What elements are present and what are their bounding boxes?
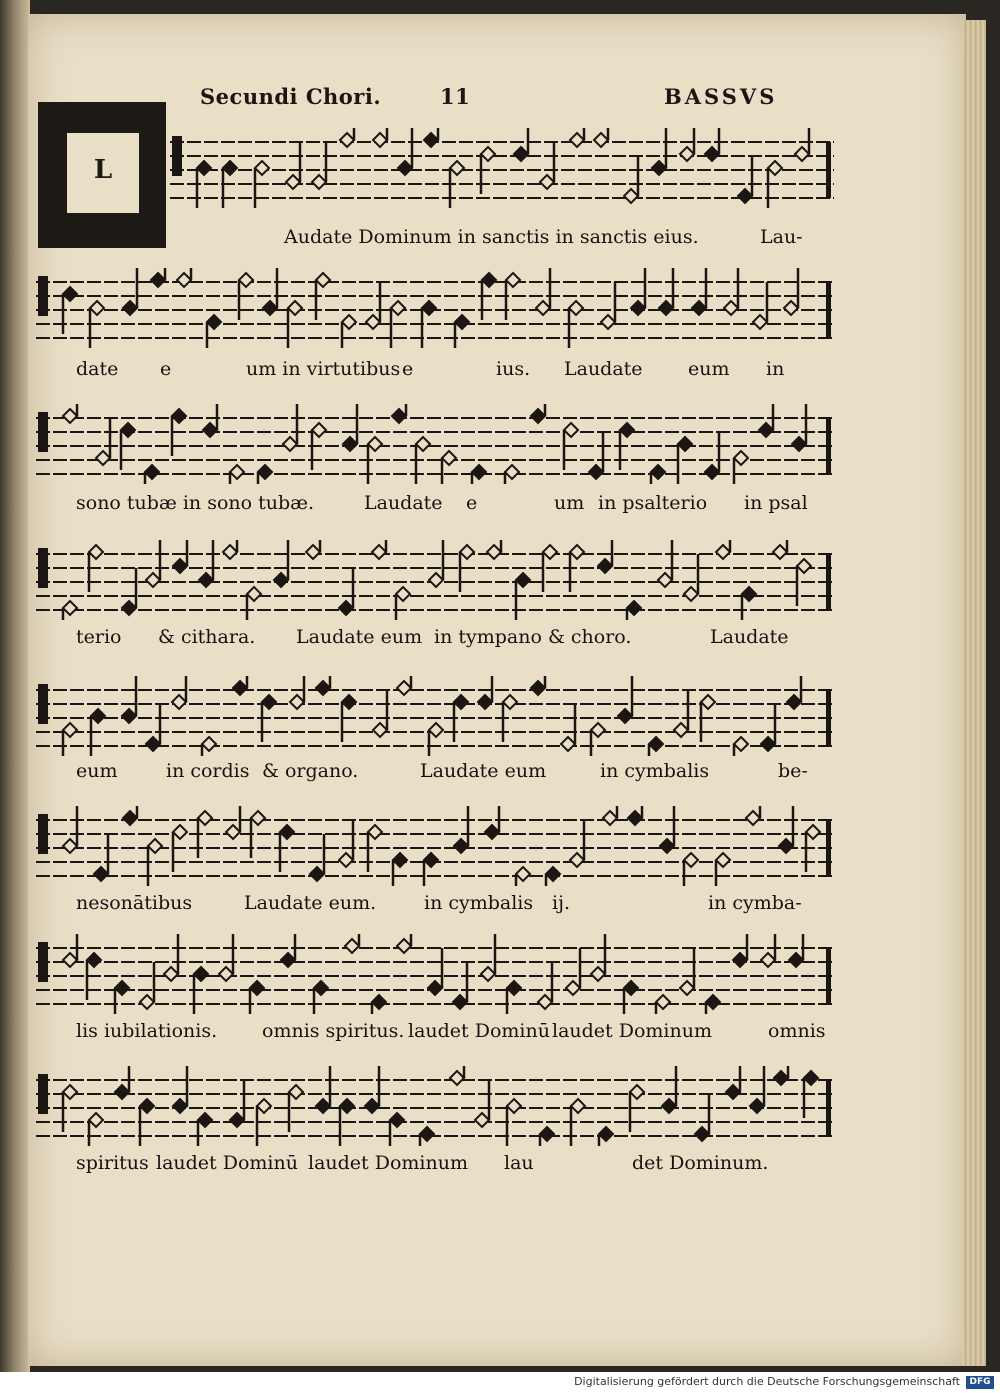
lyric-text: um: [554, 492, 585, 514]
note-glyph: [247, 587, 261, 620]
note-glyph: [306, 540, 320, 559]
part-name: BASSVS: [664, 84, 778, 109]
note-glyph: [453, 962, 467, 1009]
note-glyph: [536, 268, 550, 315]
note-glyph: [705, 128, 719, 161]
clef-mark: [38, 684, 48, 724]
note-glyph: [531, 404, 545, 423]
note-glyph: [392, 404, 406, 423]
note-glyph: [345, 934, 359, 953]
clef-mark: [38, 814, 48, 854]
note-glyph: [63, 934, 77, 967]
note-glyph: [286, 142, 300, 189]
lyric-text: spiritus: [76, 1152, 149, 1174]
note-glyph: [63, 404, 77, 423]
note-glyph: [226, 806, 240, 839]
lyric-text: eum: [76, 760, 118, 782]
note-glyph: [594, 128, 608, 147]
note-glyph: [733, 934, 747, 967]
note-glyph: [540, 1127, 554, 1146]
note-glyph: [651, 465, 665, 484]
note-glyph: [628, 806, 642, 825]
note-glyph: [164, 934, 178, 981]
lyric-text: & organo.: [262, 760, 359, 782]
note-glyph: [310, 834, 324, 881]
custos-mark: [826, 282, 831, 338]
running-head-left: Secundi Chori.: [200, 84, 382, 109]
staff-8: [36, 1066, 834, 1146]
note-glyph: [393, 853, 407, 886]
note-glyph: [373, 128, 387, 147]
note-glyph: [94, 834, 108, 881]
note-glyph: [540, 142, 554, 189]
note-glyph: [734, 451, 748, 484]
custos-mark: [826, 690, 831, 746]
note-glyph: [538, 962, 552, 1009]
note-glyph: [115, 981, 129, 1014]
note-glyph: [753, 282, 767, 329]
note-glyph: [122, 676, 136, 723]
lyric-text: Laudate: [564, 358, 643, 380]
note-glyph: [450, 1066, 464, 1085]
lyric-text: in cymbalis: [600, 760, 710, 782]
note-glyph: [145, 465, 159, 484]
note-glyph: [339, 820, 353, 867]
lyric-text: ius.: [496, 358, 531, 380]
note-glyph: [618, 676, 632, 723]
note-glyph: [603, 806, 617, 825]
note-glyph: [372, 540, 386, 559]
note-glyph: [207, 315, 221, 348]
lyric-text: Laudate eum.: [244, 892, 377, 914]
lyric-text: date: [76, 358, 119, 380]
note-glyph: [734, 737, 748, 756]
note-glyph: [340, 128, 354, 147]
clef-mark: [38, 276, 48, 316]
note-glyph: [792, 404, 806, 451]
note-glyph: [230, 1080, 244, 1127]
note-glyph: [705, 432, 719, 479]
note-glyph: [624, 156, 638, 203]
lyric-text: Laudate: [710, 626, 789, 648]
note-glyph: [429, 540, 443, 587]
note-glyph: [472, 465, 486, 484]
lyric-text: omnis spiritus.: [262, 1020, 405, 1042]
digitization-footer: [0, 1372, 1000, 1393]
custos-mark: [826, 418, 831, 474]
note-glyph: [173, 1066, 187, 1113]
lyric-text: in tympano & choro.: [434, 626, 632, 648]
note-glyph: [223, 540, 237, 559]
note-glyph: [478, 676, 492, 709]
note-glyph: [424, 853, 438, 886]
custos-mark: [826, 1080, 831, 1136]
note-glyph: [372, 995, 386, 1014]
note-glyph: [290, 676, 304, 709]
note-glyph: [115, 1066, 129, 1099]
note-glyph: [429, 723, 443, 756]
note-glyph: [151, 268, 165, 287]
staff-7: [36, 934, 834, 1014]
note-glyph: [660, 806, 674, 853]
lyric-text: in: [766, 358, 785, 380]
note-glyph: [63, 601, 77, 620]
note-glyph: [656, 995, 670, 1014]
note-glyph: [680, 128, 694, 161]
note-glyph: [601, 282, 615, 329]
note-glyph: [283, 404, 297, 451]
note-glyph: [674, 690, 688, 737]
initial-frame: [64, 130, 142, 216]
note-glyph: [424, 128, 438, 147]
note-glyph: [514, 128, 528, 161]
note-glyph: [649, 737, 663, 756]
page-stack-edge: [962, 20, 986, 1366]
note-glyph: [428, 948, 442, 995]
custos-mark: [826, 948, 831, 1004]
note-glyph: [692, 268, 706, 315]
note-glyph: [566, 948, 580, 995]
note-glyph: [662, 1066, 676, 1113]
staff-5: [36, 676, 834, 756]
note-glyph: [546, 867, 560, 886]
note-glyph: [63, 806, 77, 853]
lyric-text: in cordis: [166, 760, 250, 782]
note-glyph: [203, 404, 217, 437]
lyric-text: nesonātibus: [76, 892, 193, 914]
note-glyph: [779, 806, 793, 853]
note-glyph: [789, 934, 803, 967]
staff-3: [36, 404, 834, 484]
note-glyph: [487, 540, 501, 559]
note-glyph: [316, 1066, 330, 1113]
lyric-text: eum: [688, 358, 730, 380]
note-glyph: [140, 962, 154, 1009]
note-glyph: [591, 934, 605, 981]
note-glyph: [397, 676, 411, 695]
lyric-text: laudet Dominum: [308, 1152, 468, 1174]
note-glyph: [787, 676, 801, 709]
note-glyph: [706, 995, 720, 1014]
lyric-text: lau: [504, 1152, 534, 1174]
lyric-text: e: [466, 492, 478, 514]
lyric-text: omnis: [768, 1020, 826, 1042]
note-glyph: [761, 704, 775, 751]
note-glyph: [454, 806, 468, 853]
note-glyph: [507, 981, 521, 1014]
lyric-text: terio: [76, 626, 122, 648]
lyric-text: laudet Dominū: [408, 1020, 550, 1042]
custos-mark: [826, 820, 831, 876]
lyric-text: e: [402, 358, 414, 380]
note-glyph: [627, 601, 641, 620]
note-glyph: [684, 554, 698, 601]
note-glyph: [396, 587, 410, 620]
note-glyph: [724, 268, 738, 315]
note-glyph: [570, 820, 584, 867]
note-glyph: [123, 806, 137, 825]
note-glyph: [390, 1113, 404, 1146]
note-glyph: [680, 948, 694, 995]
note-glyph: [750, 1066, 764, 1113]
note-glyph: [122, 568, 136, 615]
note-glyph: [652, 128, 666, 175]
note-glyph: [89, 1113, 103, 1146]
note-glyph: [481, 934, 495, 981]
lyric-text: um in virtutibus: [246, 358, 401, 380]
custos-mark: [826, 554, 831, 610]
note-glyph: [146, 540, 160, 587]
note-glyph: [485, 806, 499, 839]
note-glyph: [258, 465, 272, 484]
clef-mark: [38, 1074, 48, 1114]
note-glyph: [475, 1080, 489, 1127]
note-glyph: [263, 268, 277, 315]
lyric-text: Laudate eum: [296, 626, 423, 648]
clef-mark: [38, 548, 48, 588]
custos-mark: [826, 142, 831, 198]
decorated-initial: [38, 102, 166, 248]
note-glyph: [659, 268, 673, 315]
note-glyph: [250, 981, 264, 1014]
note-glyph: [312, 142, 326, 189]
note-glyph: [599, 1127, 613, 1146]
note-glyph: [202, 737, 216, 756]
staff-6: [36, 806, 834, 886]
note-glyph: [570, 128, 584, 147]
note-glyph: [695, 1094, 709, 1141]
lyric-text: in psal: [744, 492, 808, 514]
note-glyph: [230, 465, 244, 484]
note-glyph: [624, 981, 638, 1014]
note-glyph: [598, 540, 612, 573]
note-glyph: [516, 867, 530, 886]
lyric-text: laudet Dominū: [156, 1152, 298, 1174]
lyric-text: in cymbalis: [424, 892, 534, 914]
note-glyph: [589, 432, 603, 479]
note-glyph: [365, 1066, 379, 1113]
lyric-text: Audate Dominum in sanctis in sanctis eius.: [284, 226, 699, 248]
staff-2: [36, 268, 834, 348]
note-glyph: [198, 1113, 212, 1146]
note-glyph: [784, 268, 798, 315]
note-glyph: [738, 156, 752, 203]
lyric-text: Laudate: [364, 492, 443, 514]
clef-mark: [38, 942, 48, 982]
note-glyph: [761, 934, 775, 967]
lyric-text: sono tubæ in sono tubæ.: [76, 492, 315, 514]
note-glyph: [373, 690, 387, 737]
lyric-text: be-: [778, 760, 808, 782]
dfg-logo: DFG: [966, 1376, 994, 1389]
lyric-text: laudet Dominum: [552, 1020, 712, 1042]
note-glyph: [398, 128, 412, 175]
page-number: 11: [440, 84, 471, 109]
lyric-text: Laudate eum: [420, 760, 547, 782]
lyric-text: ij.: [552, 892, 571, 914]
note-glyph: [281, 934, 295, 967]
note-glyph: [397, 934, 411, 953]
note-glyph: [420, 1127, 434, 1146]
lyric-text: & cithara.: [158, 626, 256, 648]
note-glyph: [233, 676, 247, 695]
note-glyph: [795, 128, 809, 161]
note-glyph: [759, 404, 773, 437]
note-glyph: [684, 853, 698, 886]
lyric-text: Lau-: [760, 226, 803, 248]
clef-mark: [172, 136, 182, 176]
lyric-text: det Dominum.: [632, 1152, 769, 1174]
note-glyph: [773, 540, 787, 559]
lyric-text: e: [160, 358, 172, 380]
note-glyph: [561, 704, 575, 751]
note-glyph: [455, 315, 469, 348]
note-glyph: [591, 723, 605, 756]
staff-4: [36, 540, 834, 620]
note-glyph: [531, 676, 545, 695]
lyric-text: in psalterio: [598, 492, 708, 514]
note-glyph: [314, 981, 328, 1014]
staff-1: [170, 128, 834, 208]
note-glyph: [442, 451, 456, 484]
note-glyph: [716, 540, 730, 559]
note-glyph: [316, 676, 330, 695]
note-glyph: [96, 418, 110, 465]
note-glyph: [342, 315, 356, 348]
clef-mark: [38, 412, 48, 452]
note-glyph: [177, 268, 191, 287]
note-glyph: [366, 282, 380, 329]
note-glyph: [123, 268, 137, 315]
note-glyph: [726, 1066, 740, 1099]
note-glyph: [63, 723, 77, 756]
note-glyph: [774, 1066, 788, 1085]
note-glyph: [505, 465, 519, 484]
note-glyph: [146, 704, 160, 751]
note-glyph: [173, 540, 187, 573]
note-glyph: [199, 540, 213, 587]
note-glyph: [631, 268, 645, 315]
note-glyph: [172, 676, 186, 709]
lyric-text: in cymba-: [708, 892, 802, 914]
note-glyph: [343, 404, 357, 451]
note-glyph: [746, 806, 760, 825]
note-glyph: [274, 540, 288, 587]
lyric-text: lis iubilationis.: [76, 1020, 218, 1042]
note-glyph: [716, 853, 730, 886]
note-glyph: [219, 934, 233, 981]
footer-credit: Digitalisierung gefördert durch die Deutsche Forschungsgemeinschaft: [574, 1375, 960, 1388]
note-glyph: [658, 540, 672, 587]
initial-letter: L: [93, 155, 113, 185]
note-glyph: [742, 587, 756, 620]
note-glyph: [339, 568, 353, 615]
facing-page-edge: [0, 0, 30, 1372]
